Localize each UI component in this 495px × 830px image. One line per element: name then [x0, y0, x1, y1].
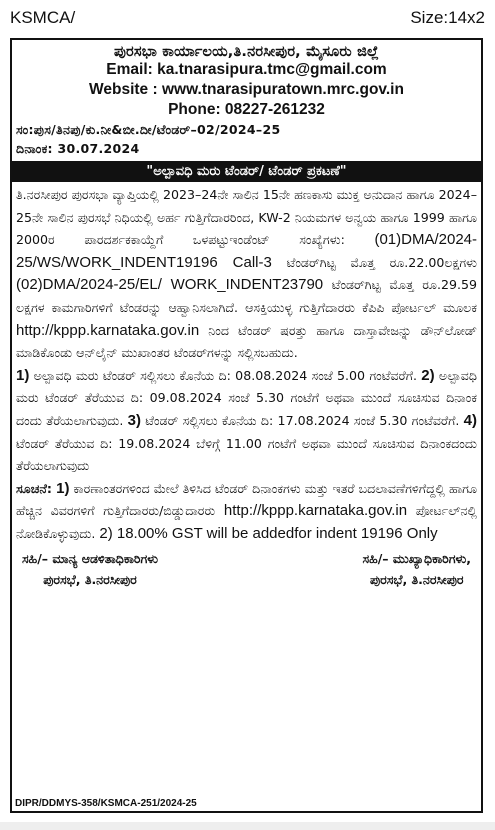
page-edge — [0, 822, 495, 830]
ad-size: Size:14x2 — [410, 8, 485, 27]
intro-text-2: ಟೆಂಡರ್‌ಗಿಟ್ಟ ಮೊತ್ತ ರೂ.22.00ಲಕ್ಷಗಳು — [271, 254, 478, 270]
paragraph-note — [16, 478, 477, 546]
signatory-right-office: ಪುರಸಭೆ, ತಿ.ನರಸೀಪುರ — [369, 571, 464, 587]
signatory-left-title: ಸಹಿ/– ಮಾನ್ಯ ಆಡಳಿತಾಧಿಕಾರಿಗಳು — [22, 550, 159, 566]
schedule-1: ಅಲ್ಪಾವಧಿ ಮರು ಟೆಂಡರ್ ಸಲ್ಲಿಸಲು ಕೊನೆಯ ದಿ: 08.08.2024 ಸಂಜೆ 5.00 ಗಂಟೆವರೆಗೆ. — [29, 367, 422, 383]
schedule-4: ಟೆಂಡರ್ ತೆರೆಯುವ ದಿ: 19.08.2024 ಬೆಳಿಗ್ಗೆ 11.00 ಗಂಟೆಗೆ ಅಥವಾ ಮುಂದೆ ಸೂಚಿಸುವ ದಿನಾಂಕದಂದು ತೆರೆಯಲಾಗುವುದು — [16, 435, 477, 474]
signatory-right — [363, 548, 471, 590]
note-num-1: 1) — [51, 479, 70, 497]
kppp-link[interactable]: http://kppp.karnataka.gov.in — [16, 321, 200, 339]
intro-text-3: ಟೆಂಡರ್‌ಗಿಟ್ಟ ಮೊತ್ತ ರೂ.29.59 ಲಕ್ಷಗಳ ಕಾಮಗಾರಿಗಳಿಗೆ ಟೆಂಡರನ್ನು ಆಹ್ವಾನಿಸಲಾಗಿದೆ. ಆಸಕ್ತಿಯುಳ್ಳ ಗುತ್ತಿಗೆದಾರರು ಕೆಪಿಪಿ ಪೋರ್ಟಲ್ ಮೂಲಕ — [16, 277, 477, 315]
indent-1: (01)DMA/2024-25/WS/WORK_INDENT19196 Call-3 — [16, 231, 477, 271]
schedule-num-4: 4) — [463, 411, 477, 429]
reference-number: ಸಂ:ಪುಸ/ತಿನಪು/ಕು.ನೀ&ಬೀ.ದೀ/ಟೆಂಡರ್–02/2024–25 — [16, 122, 281, 137]
note-text-2: ಪೋರ್ಟಲ್‌ನಲ್ಲಿ ನೋಡಿಕೊಳ್ಳುವುದು. — [16, 503, 477, 541]
notice-date: ದಿನಾಂಕ: 30.07.2024 — [16, 141, 140, 156]
phone-line: Phone: 08227-261232 — [168, 101, 325, 118]
notice-header — [12, 40, 481, 120]
indent-2: (02)DMA/2024-25/EL/ WORK_INDENT23790 — [16, 276, 324, 294]
top-strip — [10, 8, 485, 28]
notice-body — [12, 182, 481, 546]
schedule-num-1: 1) — [16, 366, 30, 384]
intro-text-1: ತಿ.ನರಸೀಪುರ ಪುರಸಭಾ ವ್ಯಾಪ್ತಿಯಲ್ಲಿ 2023–24ನೇ ಸಾಲಿನ 15ನೇ ಹಣಕಾಸು ಮುಕ್ತ ಅನುದಾನ ಹಾಗೂ 2024–25ನೇ ಸಾಲಿನ ಪುರಸಭೆ ನಿಧಿಯಲ್ಲಿ ಅರ್ಹ ಗುತ್ತಿಗೆದಾರರಿಂದ, KW-2 ನಿಯಮಗಳ ಅನ್ವಯ ಹಾಗೂ 1999 ಹಾಗೂ 2000ರ ಪಾರದರ್ಶಕಕಾಯ್ದೆಗೆ ಒಳಪಟ್ಟುಇಂಡೆಂಟ್ ಸಂಖ್ಯೆಗಳು: — [16, 187, 477, 248]
schedule-num-2: 2) — [421, 366, 435, 384]
note-text-1: ಕಾರಣಾಂತರಗಳಿಂದ ಮೇಲೆ ತಿಳಿಸಿದ ಟೆಂಡರ್ ದಿನಾಂಕಗಳು ಮತ್ತು ಇತರೆ ಬದಲಾವಣೆಗಳಿಗೆದ್ದಲ್ಲಿ ಹಾಗೂ ಹೆಚ್ಚಿನ ವಿವರಗಳಿಗೆ ಗುತ್ತಿಗೆದಾರರು/ಬಿಡ್ಡುದಾರರು — [16, 480, 478, 519]
schedule-3: ಟೆಂಡರ್ ಸಲ್ಲಿಸಲು ಕೊನೆಯ ದಿ: 17.08.2024 ಸಂಜೆ 5.30 ಗಂಟೆವರೆಗೆ. — [140, 412, 464, 428]
website-line: Website : www.tnarasipuratown.mrc.gov.in — [89, 81, 404, 98]
paragraph-schedule — [16, 365, 477, 478]
note-kppp-link[interactable]: http://kppp.karnataka.gov.in — [223, 502, 408, 520]
office-title: ಪುರಸಭಾ ಕಾರ್ಯಾಲಯ,ತಿ.ನರಸೀಪುರ, ಮೈಸೂರು ಜಿಲ್ಲೆ — [114, 44, 379, 60]
email-line: Email: ka.tnarasipura.tmc@gmail.com — [106, 61, 387, 78]
signatures — [12, 546, 481, 590]
ad-code: KSMCA/ — [10, 8, 76, 27]
schedule-num-3: 3) — [127, 411, 141, 429]
dipr-code: DIPR/DDMYS-358/KSMCA-251/2024-25 — [15, 798, 197, 809]
paragraph-intro — [16, 184, 477, 365]
schedule-2: ಅಲ್ಪಾವಧಿ ಮರು ಟೆಂಡರ್ ತೆರೆಯುವ ದಿ: 09.08.2024 ಸಂಜೆ 5.30 ಗಂಟೆಗೆ ಅಥವಾ ಮುಂದೆ ಸೂಚಿಸುವ ದಿನಾಂಕ ದಂದು ತೆರೆಯಲಾಗುವುದು. — [16, 367, 477, 428]
intro-text-4: ನಿಂದ ಟೆಂಡರ್ ಷರತ್ತು ಹಾಗೂ ದಾಸ್ತಾವೇಜನ್ನು ಡೌನ್‌ಲೋಡ್ ಮಾಡಿಕೊಂಡು ಆನ್‌ಲೈನ್ ಮುಖಾಂತರ ಟೆಂಡರ್‌ಗಳನ್ನು ಸಲ್ಲಿಸಬಹುದು. — [16, 322, 477, 361]
notice-banner: "ಅಲ್ಪಾವಧಿ ಮರು ಟೆಂಡರ್/ ಟೆಂಡರ್ ಪ್ರಕಟಣೆ" — [12, 161, 481, 182]
note-label: ಸೂಚನೆ: — [16, 480, 52, 496]
signatory-left — [22, 548, 158, 590]
signatory-right-title: ಸಹಿ/– ಮುಖ್ಯಾಧಿಕಾರಿಗಳು, — [362, 550, 471, 566]
tender-notice — [10, 38, 483, 813]
note-gst: 2) 18.00% GST will be addedfor indent 19196 Only — [99, 524, 438, 542]
signatory-left-office: ಪುರಸಭೆ, ತಿ.ನರಸೀಪುರ — [43, 571, 137, 587]
